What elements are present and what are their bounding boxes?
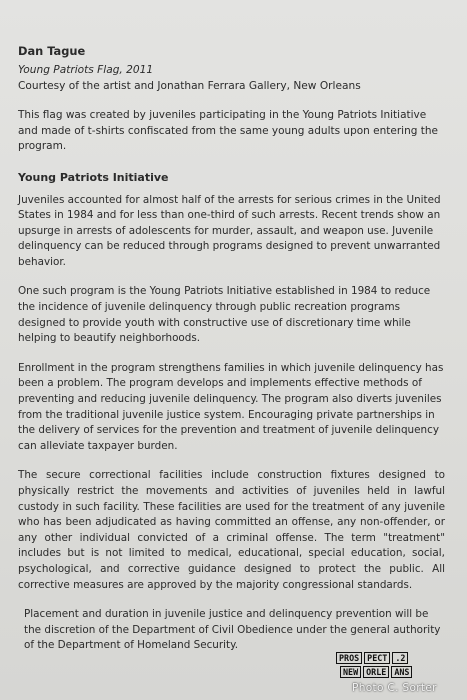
paragraph-placement: Placement and duration in juvenile justice and delinquency prevention will be the discretion of the Department of Civil Obedience under the general authority of the Department of Homeland Security.	[24, 608, 441, 652]
artist-name: Dan Tague	[18, 44, 86, 58]
intro-paragraph: This flag was created by juveniles participating in the Young Patriots Initiative and made of t-shirts confiscated from the same young adults upon entering the program.	[18, 109, 438, 152]
paragraph-arrest-statistics: Juveniles accounted for almost half of the arrests for serious crimes in the United States in 1984 and for less than one-third of such arrests. Recent trends show an upsurge in arrests of adolescents for murder, assault, and weapon use. Juvenile delinquency can be reduced through programs designed to prevent unwarranted behavior.	[18, 193, 441, 268]
paragraph-program-description: One such program is the Young Patriots Initiative established in 1984 to reduce the incidence of juvenile delinquency through public recreation programs designed to provide youth with constructive use of discretionary time while helping to beautify neighborhoods.	[18, 285, 431, 345]
section-title: Young Patriots Initiative	[18, 170, 169, 184]
logo-row-top	[336, 652, 462, 664]
logo-cell: PROS	[336, 652, 362, 664]
logo-cell: .2	[392, 652, 408, 664]
logo-cell: PECT	[364, 652, 390, 664]
paragraph-correctional-facilities: The secure correctional facilities include construction fixtures designed to physically restrict the movements and activities of juveniles held in lawful custody in such facility. These facilities are used for the treatment of any juvenile who has been adjudicated as having committed an offense, any non-offender, or any other individual convicted of a criminal offense. The term "treatment" includes but is not limited to medical, educational, special education, social, psychological, and corrective guidance designed to protect the public. All corrective measures are approved by the majority congressional standards.	[18, 469, 445, 591]
logo-cell: ANS	[391, 666, 412, 678]
photo-credit-watermark: Photo C. Sorter	[352, 682, 437, 694]
logo-cell: NEW	[340, 666, 361, 678]
paragraph-enrollment: Enrollment in the program strengthens families in which juvenile delinquency has been a problem. The program develops and implements effective methods of preventing and reducing juvenile delinquency. The program also diverts juveniles from the traditional juvenile justice system. Encouraging private partnerships in the delivery of services for the prevention and treatment of juvenile delinquency can alleviate taxpayer burden.	[18, 361, 444, 452]
artwork-title: Young Patriots Flag, 2011	[18, 64, 154, 76]
logo-row-bottom	[336, 666, 462, 678]
logo-cell: ORLE	[363, 666, 389, 678]
prospect-new-orleans-logo	[336, 652, 462, 680]
courtesy-line: Courtesy of the artist and Jonathan Ferrara Gallery, New Orleans	[18, 79, 361, 92]
